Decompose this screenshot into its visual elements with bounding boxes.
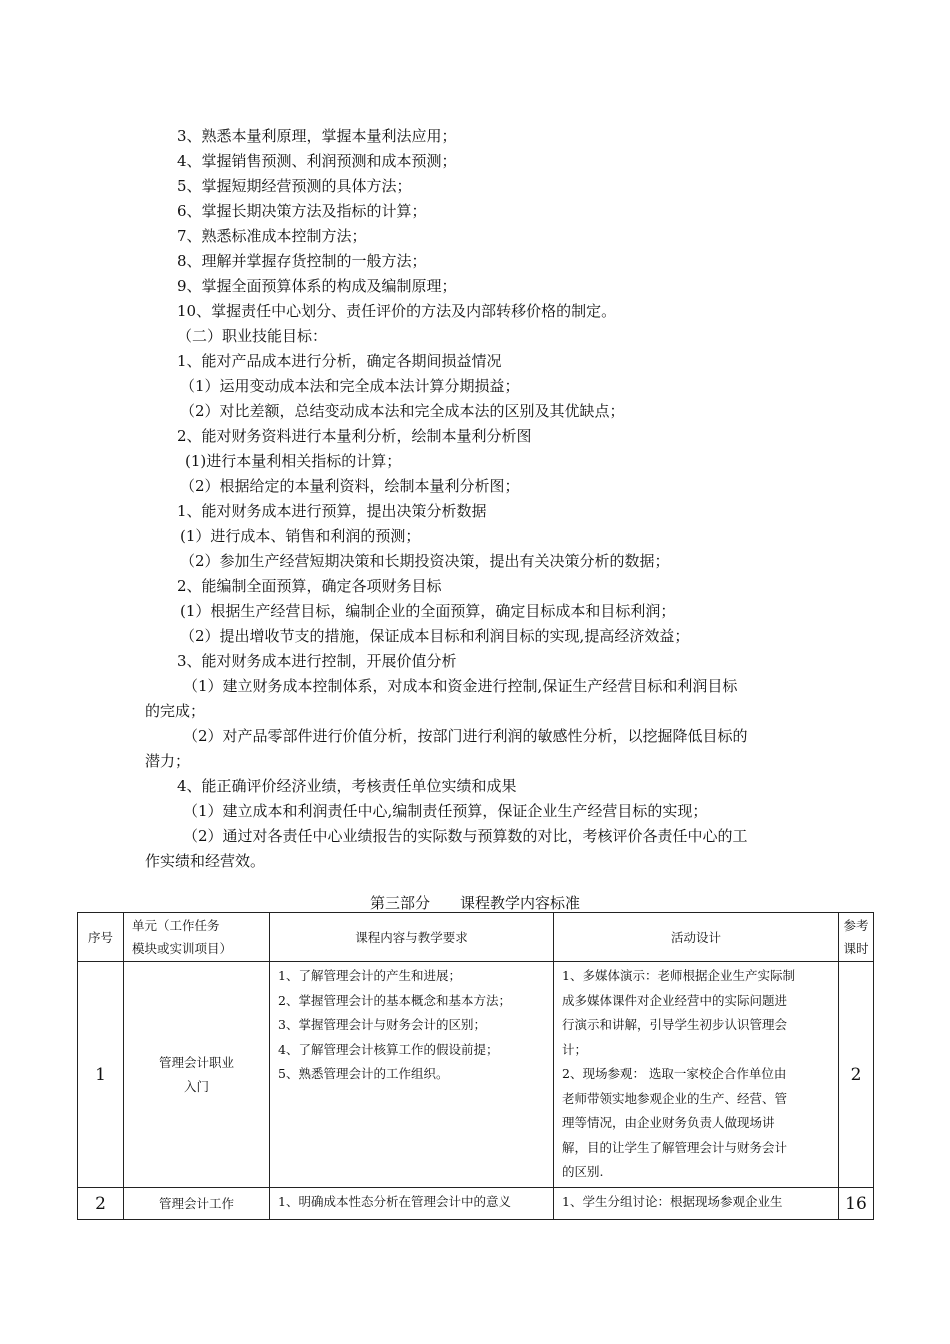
text-line: （1）运用变动成本法和完全成本法计算分期损益； [180,377,520,395]
activity-line: 成多媒体课件对企业经营中的实际问题进 [562,992,788,1008]
activity-line: 1、多媒体演示：老师根据企业生产实际制 [562,968,795,983]
table-row [78,1188,874,1220]
text-line: 7、熟悉标准成本控制方法； [177,227,367,245]
row-unit-line: 管理会计职业 [158,1054,234,1070]
text-line: （2）提出增收节支的措施，保证成本目标和利润目标的实现,提高经济效益； [180,627,690,645]
content-item: 5、熟悉管理会计的工作组织。 [278,1066,449,1081]
text-line: 1、能对财务成本进行预算，提出决策分析数据 [177,502,487,520]
header-hours [839,913,874,962]
header-unit-line: 模块或实训项目） [132,941,233,956]
header-index: 序号 [78,913,124,962]
activity-line: 计； [562,1041,588,1057]
header-hours-line: 参考 [843,918,869,933]
activity-line: 理等情况，由企业财务负责人做现场讲 [562,1115,775,1130]
table-row [78,962,874,1188]
course-content-table [77,912,874,1220]
section-title: 第三部分 课程教学内容标准 [369,894,580,912]
text-line: 潜力； [145,752,191,770]
text-line: (1)进行本量利相关指标的计算； [185,452,402,470]
row-activity [554,1188,839,1220]
row-content [270,1188,554,1220]
text-line: 2、能编制全面预算，确定各项财务目标 [177,577,442,595]
text-line: 作实绩和经营效。 [145,852,266,870]
text-line: 8、理解并掌握存货控制的一般方法； [177,252,427,270]
row-unit-line: 入门 [183,1078,209,1094]
text-line: 6、掌握长期决策方法及指标的计算； [177,202,427,220]
text-line: （1）建立财务成本控制体系，对成本和资金进行控制,保证生产经营目标和利润目标 [183,677,738,695]
text-line: 4、能正确评价经济业绩，考核责任单位实绩和成果 [177,777,517,795]
text-line: （2）对产品零部件进行价值分析，按部门进行利润的敏感性分析，以挖掘降低目标的 [183,727,748,745]
header-activity: 活动设计 [554,913,839,962]
activity-line: 老师带领实地参观企业的生产、经营、管 [562,1090,788,1106]
text-line: (1）进行成本、销售和利润的预测； [180,527,421,545]
activity-line: 解，目的让学生了解管理会计与财务会计 [562,1139,788,1155]
row-index: 2 [78,1188,124,1220]
row-unit-line: 管理会计工作 [158,1195,234,1211]
text-line: 的完成； [145,702,206,720]
text-line: 1、能对产品成本进行分析，确定各期间损益情况 [177,352,502,370]
subsection-heading: （二）职业技能目标： [177,327,328,345]
header-hours-line: 课时 [843,941,869,956]
text-line: 2、能对财务资料进行本量利分析，绘制本量利分析图 [177,427,532,445]
text-line: 3、能对财务成本进行控制，开展价值分析 [177,652,457,670]
content-item: 2、掌握管理会计的基本概念和基本方法； [278,992,511,1008]
content-item: 4、了解管理会计核算工作的假设前提； [278,1041,499,1057]
row-index: 1 [78,962,124,1188]
text-line: （2）对比差额，总结变动成本法和完全成本法的区别及其优缺点； [180,402,625,420]
text-line: 10、掌握责任中心划分、责任评价的方法及内部转移价格的制定。 [177,302,617,320]
text-line: 9、掌握全面预算体系的构成及编制原理； [177,277,457,295]
activity-line: 1、学生分组讨论：根据现场参观企业生 [562,1194,783,1209]
text-line: （2）参加生产经营短期决策和长期投资决策，提出有关决策分析的数据； [180,552,670,570]
text-line: 4、掌握销售预测、利润预测和成本预测； [177,152,457,170]
activity-line: 的区别. [562,1164,604,1179]
row-content [270,962,554,1188]
text-line: 5、掌握短期经营预测的具体方法； [177,177,412,195]
content-item: 3、掌握管理会计与财务会计的区别； [278,1017,486,1032]
header-unit [124,913,270,962]
text-line: （2）通过对各责任中心业绩报告的实际数与预算数的对比，考核评价各责任中心的工 [183,827,748,845]
table-header-row [78,913,874,962]
content-item: 1、了解管理会计的产生和进展； [278,968,461,983]
row-unit [124,962,270,1188]
content-item: 1、明确成本性态分析在管理会计中的意义 [278,1194,511,1209]
row-activity [554,962,839,1188]
text-line: （1）建立成本和利润责任中心,编制责任预算，保证企业生产经营目标的实现； [183,802,708,820]
text-line: （2）根据给定的本量利资料，绘制本量利分析图； [180,477,520,495]
text-line: 3、熟悉本量利原理，掌握本量利法应用； [177,127,457,145]
activity-line: 行演示和讲解，引导学生初步认识管理会 [562,1017,788,1032]
text-line: (1）根据生产经营目标，编制企业的全面预算，确定目标成本和目标利润； [180,602,676,620]
row-unit [124,1188,270,1220]
row-hours: 2 [839,962,874,1188]
row-hours: 16 [839,1188,874,1220]
header-content: 课程内容与教学要求 [270,913,554,962]
activity-line: 2、现场参观： 选取一家校企合作单位由 [562,1066,787,1081]
header-unit-line: 单元（工作任务 [132,918,220,933]
